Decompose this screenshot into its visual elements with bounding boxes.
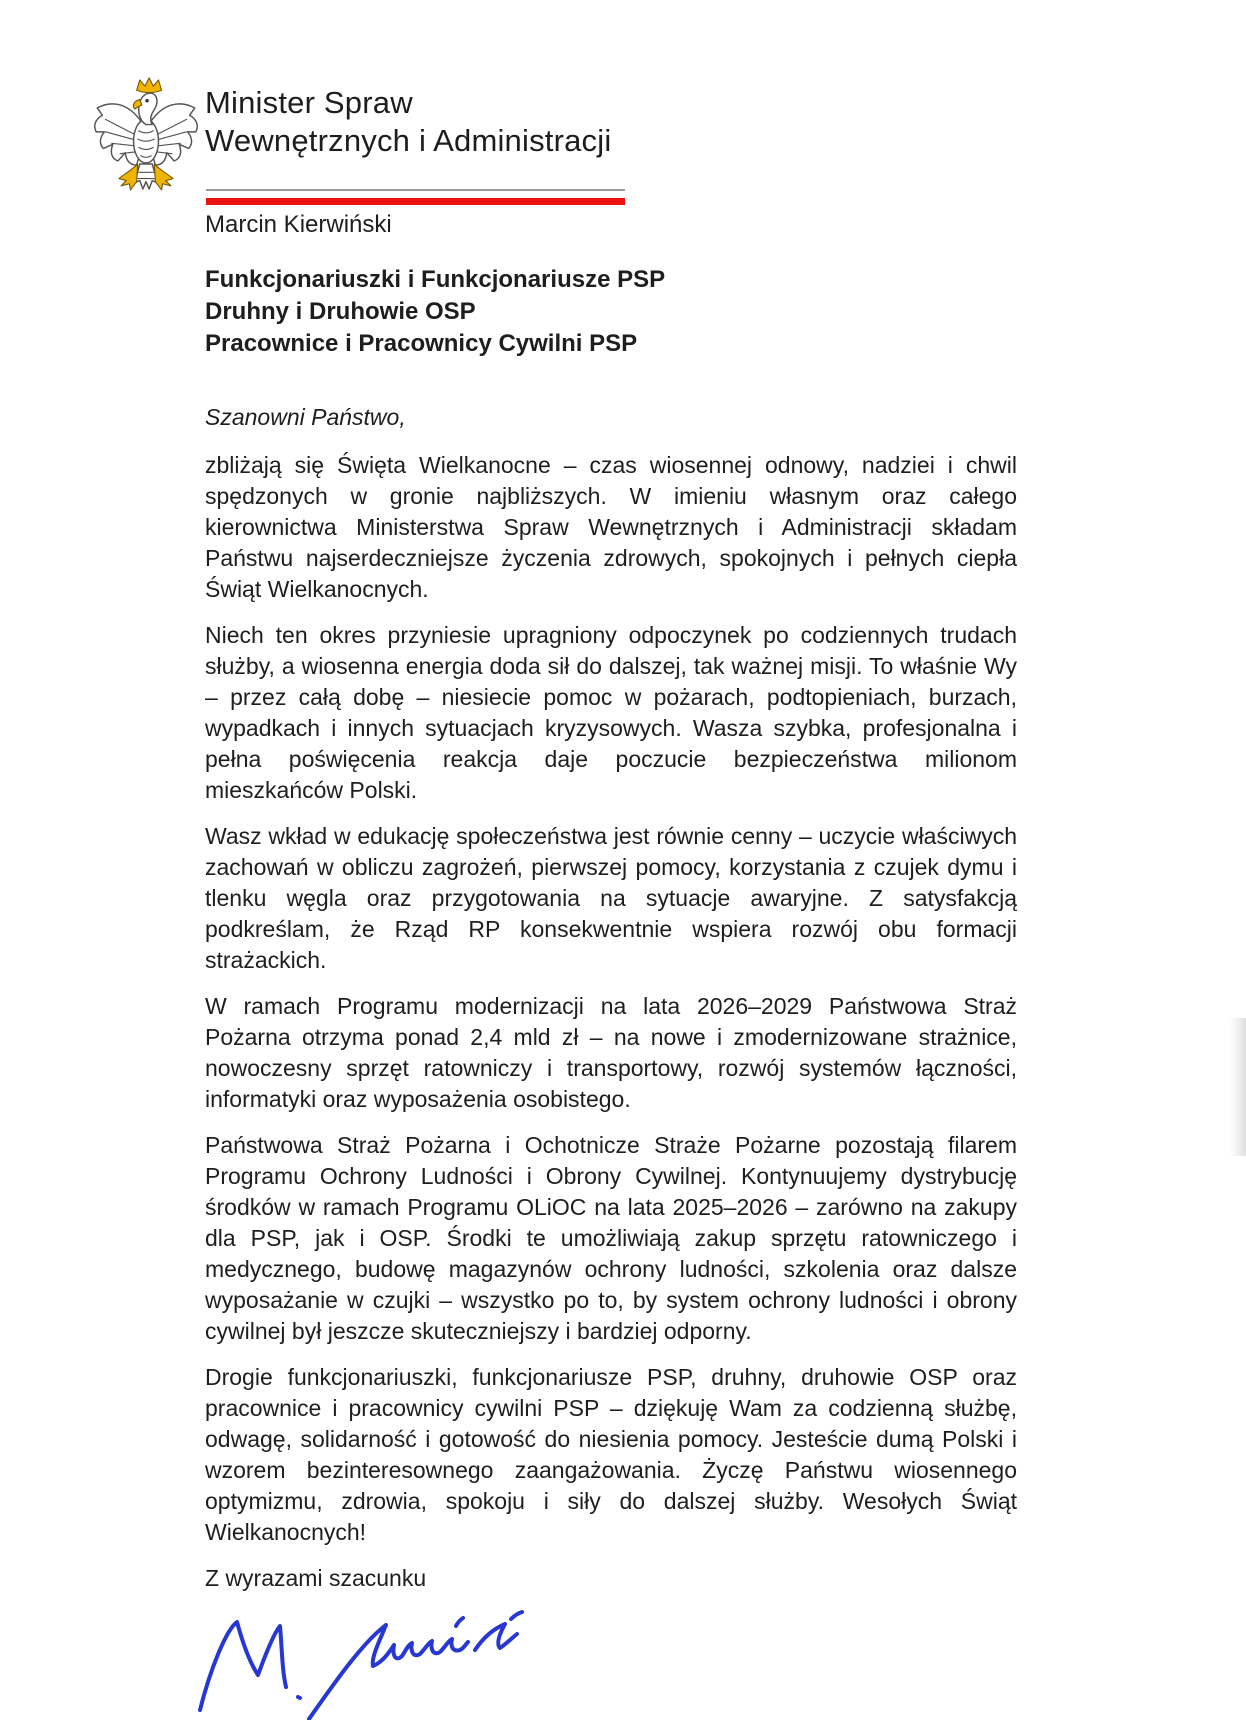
paragraph-5: Państwowa Straż Pożarna i Ochotnicze Straże Pożarne pozostają filarem Programu Ochrony Ludności i Obrony Cywilnej. Kontynuujemy dystrybucję środków w ramach Programu OLiOC na lata 2025–2026 – zarówno na zakupy dla PSP, jak i OSP. Środki te umożliwiają zakup sprzętu ratowniczego i medycznego, budowę magazynów ochrony ludności, szkolenia oraz dalsze wyposażanie w czujki – wszystko po to, by system ochrony ludności i obrony cywilnej był jeszcze skuteczniejszy i bardziej odporny.	[205, 1132, 1017, 1344]
flag-red-stripe	[206, 198, 625, 205]
scan-edge-artifact	[1230, 1018, 1246, 1156]
recipients-block	[205, 264, 1017, 360]
paragraph-3: Wasz wkład w edukację społeczeństwa jest równie cenny – uczycie właściwych zachowań w obliczu zagrożeń, pierwszej pomocy, korzystania z czujek dymu i tlenku węgla oraz przygotowania na sytuacje awaryjne. Z satysfakcją podkreślam, że Rząd RP konsekwentnie wspiera rozwój obu formacji strażackich.	[205, 823, 1017, 973]
ministry-title-line1: Minister Spraw	[205, 85, 413, 120]
paragraph-1: zbliżają się Święta Wielkanocne – czas wiosennej odnowy, nadziei i chwil spędzonych w gronie najbliższych. W imieniu własnym oraz całego kierownictwa Ministerstwa Spraw Wewnętrznych i Administracji składam Państwu najserdeczniejsze życzenia zdrowych, spokojnych i pełnych ciepła Świąt Wielkanocnych.	[205, 452, 1017, 602]
eagle-icon	[92, 76, 200, 196]
paragraph-4: W ramach Programu modernizacji na lata 2026–2029 Państwowa Straż Pożarna otrzyma ponad 2,4 mld zł – na nowe i zmodernizowane strażnice, nowoczesny sprzęt ratowniczy i transportowy, rozwój systemów łączności, informatyki oraz wyposażenia osobistego.	[205, 993, 1017, 1112]
recipient-line: Pracownice i Pracownicy Cywilni PSP	[205, 330, 638, 357]
flag-white-stripe	[206, 189, 625, 198]
flag-rule	[206, 189, 625, 205]
paragraph-2: Niech ten okres przyniesie upragniony odpoczynek po codziennych trudach służby, a wiosenna energia doda sił do dalszej, tak ważnej misji. To właśnie Wy – przez całą dobę – niesiecie pomoc w pożarach, podtopieniach, burzach, wypadkach i innych sytuacjach kryzysowych. Wasza szybka, profesjonalna i pełna poświęcenia reakcja daje poczucie bezpieczeństwa milionom mieszkańców Polski.	[205, 622, 1017, 803]
closing-phrase: Z wyrazami szacunku	[205, 1565, 427, 1591]
salutation: Szanowni Państwo,	[205, 404, 406, 430]
polish-eagle-emblem	[92, 76, 200, 196]
recipient-line: Druhny i Druhowie OSP	[205, 298, 476, 325]
ministry-title	[205, 84, 611, 160]
letter-body	[205, 210, 1017, 1720]
recipient-line: Funkcjonariuszki i Funkcjonariusze PSP	[205, 266, 666, 293]
ministry-title-line2: Wewnętrznych i Administracji	[205, 123, 612, 158]
signature-ink-icon	[193, 1598, 533, 1720]
handwritten-signature	[193, 1598, 533, 1720]
paragraph-6: Drogie funkcjonariuszki, funkcjonariusze PSP, druhny, druhowie OSP oraz pracownice i pracownicy cywilni PSP – dziękuję Wam za codzienną służbę, odwagę, solidarność i gotowość do niesienia pomocy. Jesteście dumą Polski i wzorem bezinteresownego zaangażowania. Życzę Państwu wiosennego optymizmu, zdrowia, spokoju i siły do dalszej służby. Wesołych Świąt Wielkanocnych!	[205, 1364, 1017, 1545]
signatory-name: Marcin Kierwiński	[205, 211, 392, 238]
